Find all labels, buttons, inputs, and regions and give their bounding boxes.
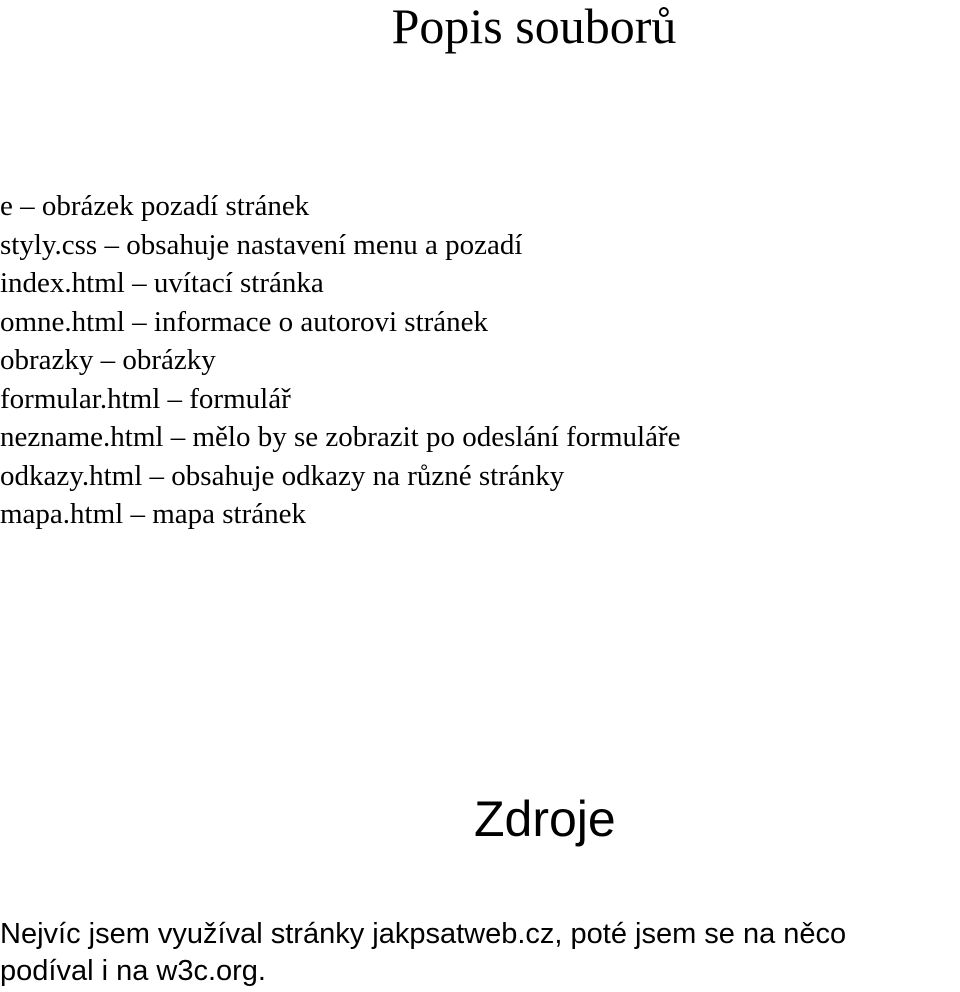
list-item: e – obrázek pozadí stránek [0,190,310,222]
list-item: formular.html – formulář [0,382,291,415]
list-item: obrazky – obrázky [0,344,216,376]
list-item: mapa.html – mapa stránek [0,498,307,530]
list-item: odkazy.html – obsahuje odkazy na různé stránky [0,459,565,492]
list-item: index.html – uvítací stránka [0,267,324,299]
sources-heading: Zdroje [474,791,616,847]
list-item: nezname.html – mělo by se zobrazit po odeslání formuláře [0,421,681,453]
sources-paragraph [0,916,960,990]
page-title: Popis souborů [391,0,677,54]
sources-line: Nejvíc jsem využíval stránky jakpsatweb.cz, poté jsem se na něco [0,918,847,950]
list-item: omne.html – informace o autorovi stránek [0,305,489,338]
sources-line: podíval i na w3c.org. [0,955,266,987]
file-description-list [0,187,680,534]
list-item: styly.css – obsahuje nastavení menu a pozadí [0,228,523,261]
